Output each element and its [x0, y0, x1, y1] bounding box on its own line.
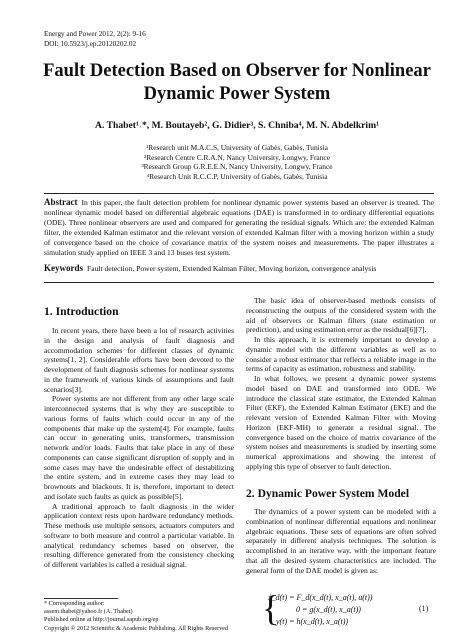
paragraph: In this approach, it is extremely important to develop a dynamic model with the different variables as well as to consider a robust estimator that reflects a reliable image in the terms of capacity as estimation, robustness and stability.	[246, 335, 436, 374]
right-column-bottom-text	[246, 507, 436, 575]
equation-number: (1)	[419, 604, 429, 613]
paragraph: The dynamics of a power system can be modeled with a combination of nonlinear differential equations and nonlinear algebraic equations. These sets of equations are often solved separately in different analysis techniques. The solution is accomplished in an iterative way, with the important feature that all the desired system characteristics are included. The general form of the DAE model is given as:	[246, 507, 436, 575]
title-line-1: Fault Detection Based on Observer for Nonlinear	[43, 61, 431, 81]
abstract-label: Abstract	[44, 197, 78, 207]
paragraph: In what follows, we present a dynamic power systems model based on DAE and transformed into ODE. We introduce the classical state estimator, the Extended Kalman Filter (EKF), the Extended Kalman Estimator (EKE) and the relevant version of Extended Kalman Filter with Moving Horizon (EKF-MH) to generate a residual signal. The convergence based on the choice of matrix covariance of the system noises and measurements is studied by inserting some numerical approximations and showing the interest of applying this type of observer to fault detection.	[246, 374, 436, 471]
footnote-line: Published online at http://journal.sapub.org/ep	[44, 616, 159, 624]
footnote-line: * Corresponding author:	[44, 600, 105, 607]
affiliation: ¹Research unit M.A.C.S, University of Gabès, Gabès, Tunisia	[146, 143, 328, 152]
footnote	[44, 600, 234, 633]
section-title-introduction: 1. Introduction	[44, 305, 119, 318]
paper-title	[30, 60, 444, 106]
doi: DOI: 10.5923/j.ep.20120202.02	[44, 39, 137, 48]
journal-citation: Energy and Power 2012, 2(2): 9-16	[44, 30, 146, 38]
title-line-2: Dynamic Power System	[143, 84, 331, 104]
affiliations	[30, 143, 444, 181]
paragraph: The basic idea of observer-based methods consists of reconstructing the outputs of the considered system with the aid of observers or Kalman filters (state estimation or prediction), and using estimation error as the residual[6][7].	[246, 296, 436, 335]
equation-line: y(t) = h(x_d(t), x_a(t))	[276, 616, 349, 626]
paragraph: A traditional approach to fault diagnosis in the wider application context rests upon hardware redundancy methods. These methods use multiple sensors, actuators computers and software to both measure and control a particular variable. In analytical redundancy schemes based on observer, the resulting difference generated from the consistency checking of different variables is called a residual signal.	[44, 501, 234, 569]
footnote-rule	[44, 598, 118, 599]
dae-equation	[268, 592, 372, 627]
keywords-text: Fault detection, Power system, Extended Kalman Filter, Moving horizon, convergence analysis	[87, 264, 377, 273]
equation-line: 0 = g(x_d(t), x_a(t))	[296, 604, 361, 614]
author-list: A. Thabet¹˒*, M. Boutayeb², G. Didier³, S. Chniba⁴, M. N. Abdelkrim¹	[95, 120, 379, 131]
abstract-text: In this paper, the fault detection problem for nonlinear dynamic power systems based an observer is treated. The nonlinear dynamic model based on differential algebraic equations (DAE) is transformed in to ordinary differential equations (ODE). Three nonlinear observers are used and compared for generating the residual signals. Which are: the extended Kalman filter, the extended Kalman estimator and the relevant version of extended Kalman filter with a moving horizon within a study of convergence based on the choice of covariance matrix of the system noises and measurements. The paper illustrates a simulation study applied on IEEE 3 and 13 buses test system.	[44, 198, 434, 257]
keywords	[44, 263, 434, 273]
section-title-model: 2. Dynamic Power System Model	[246, 487, 410, 500]
footnote-copyright: Copyright © 2012 Scientific & Academic Publishing. All Rights Reserved	[44, 624, 229, 632]
affiliation: ³Research Group G.R.E.E.N, Nancy University, Longwy, France	[141, 162, 333, 172]
affiliation: ⁴Research Unit R.C.C.P, University of Gabès, Gabès, Tunisia	[146, 171, 328, 181]
footnote-email: assem.thabet@yahoo.fr (A. Thabet)	[44, 608, 133, 616]
paragraph: In recent years, there have been a lot of research activities in the design and analysis of fault diagnosis and accommodation schemes for different classes of dynamic systems[1, 2]. Considerable efforts have been devoted to the development of fault diagnosis schemes for nonlinear systems in the framework of various kinds of assumptions and fault scenarios[3].	[44, 326, 234, 394]
paragraph: Power systems are not different from any other large scale interconnected systems that is why they are susceptible to various forms of faults which could occur in any of the components that make up the system[4]. For example, faults can occur in generating units, transformers, transmission network and/or loads. Faults that take place in any of these components can cause significant disruption of supply and in some cases may have the undesirable effect of destabilizing the entire system, and in extreme cases they may lead to brownouts and blackouts. It is, therefore, important to detect and isolate such faults as quick as possible[5].	[44, 394, 234, 501]
left-column-text	[44, 326, 234, 570]
equation-line: ẋ_d(t) = F_d(x_d(t), x_a(t), u(t))	[268, 593, 373, 602]
abstract	[44, 198, 434, 257]
affiliation: ²Research Centre C.R.A.N, Nancy University, Longwy, France	[144, 152, 330, 162]
keywords-label: Keywords	[44, 263, 83, 273]
abstract-top-rule	[44, 193, 434, 194]
journal-header	[44, 30, 146, 49]
equation-brace: {	[262, 588, 280, 628]
abstract-bottom-rule	[44, 282, 434, 283]
right-column-top-text	[246, 296, 436, 472]
